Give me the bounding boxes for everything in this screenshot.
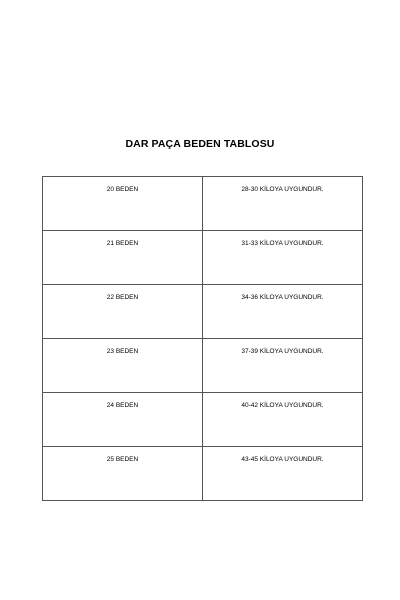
table-row — [43, 231, 363, 285]
table-row — [43, 285, 363, 339]
page-title: DAR PAÇA BEDEN TABLOSU — [125, 138, 275, 150]
table-row — [43, 447, 363, 501]
weight-cell: 43-45 KİLOYA UYGUNDUR. — [203, 447, 363, 501]
size-cell: 22 BEDEN — [43, 285, 203, 339]
size-cell: 21 BEDEN — [43, 231, 203, 285]
size-chart-table — [42, 176, 363, 501]
weight-cell: 28-30 KİLOYA UYGUNDUR. — [203, 177, 363, 231]
size-cell: 20 BEDEN — [43, 177, 203, 231]
table-row — [43, 177, 363, 231]
table-row — [43, 339, 363, 393]
size-cell: 25 BEDEN — [43, 447, 203, 501]
weight-cell: 31-33 KİLOYA UYGUNDUR. — [203, 231, 363, 285]
weight-cell: 40-42 KİLOYA UYGUNDUR. — [203, 393, 363, 447]
table-row — [43, 393, 363, 447]
size-cell: 24 BEDEN — [43, 393, 203, 447]
size-cell: 23 BEDEN — [43, 339, 203, 393]
weight-cell: 34-36 KİLOYA UYGUNDUR. — [203, 285, 363, 339]
weight-cell: 37-39 KİLOYA UYGUNDUR. — [203, 339, 363, 393]
